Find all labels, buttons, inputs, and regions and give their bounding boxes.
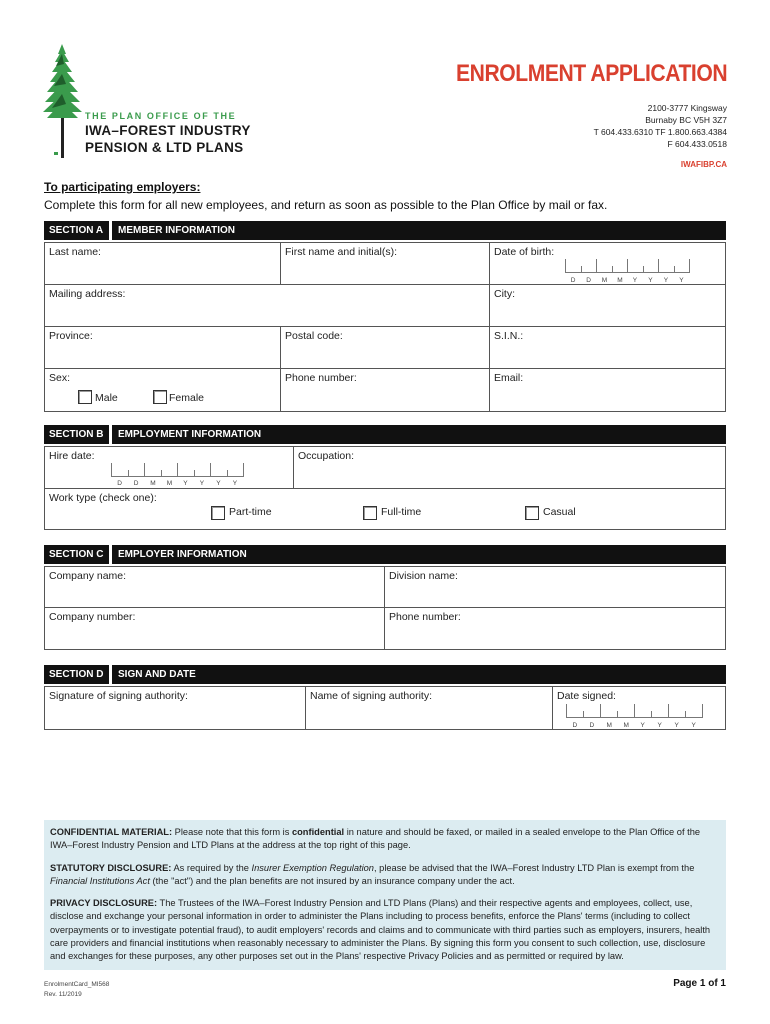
date-signed-label: Date signed: [557,690,616,702]
employer-phone-label: Phone number: [389,611,461,623]
company-name-field[interactable] [44,566,385,608]
date-letter: Y [640,722,645,729]
org-name-line1: IWA–FOREST INDUSTRY [85,123,251,138]
phone-label: Phone number: [285,372,357,384]
casual-label: Casual [543,506,576,518]
tree-logo-icon [42,44,86,160]
statutory-disclosure: STATUTORY DISCLOSURE: As required by the Insurer Exemption Regulation, please be advised that the IWA–Forest Industry LTD Plan is exempt from the Financial Institutions Act (the "act") and the plan benefits are not insured by an insurance company under the act. [50,863,695,887]
page-title: ENROLMENT APPLICATION [455,60,727,87]
casual-checkbox[interactable] [525,506,539,520]
last-name-label: Last name: [49,246,101,258]
postal-code-field[interactable] [280,326,490,369]
mailing-label: Mailing address: [49,288,126,300]
email-field[interactable] [489,368,726,412]
intro-text: Complete this form for all new employees, and return as soon as possible to the Plan Office by mail or fax. [44,198,608,212]
city-field[interactable] [489,284,726,327]
division-name-label: Division name: [389,570,458,582]
sex-field [44,368,281,412]
date-grid [111,463,243,477]
province-label: Province: [49,330,93,342]
first-name-field[interactable] [280,242,490,285]
occupation-field[interactable] [293,446,726,489]
division-name-field[interactable] [384,566,726,608]
intro-heading: To participating employers: [44,180,201,194]
postal-label: Postal code: [285,330,343,342]
sin-label: S.I.N.: [494,330,524,342]
company-name-label: Company name: [49,570,127,582]
revision-date: Rev. 11/2019 [44,991,82,998]
date-grid [566,704,702,718]
dob-label: Date of birth: [494,246,555,258]
date-letter: M [150,480,156,487]
work-type-field [44,488,726,530]
part-time-label: Part-time [229,506,272,518]
org-name-line2: PENSION & LTD PLANS [85,140,244,155]
date-letter: Y [663,277,669,284]
work-type-label: Work type (check one): [49,492,157,504]
full-time-label: Full-time [381,506,422,518]
section-title: EMPLOYMENT INFORMATION [118,429,262,440]
website-link[interactable]: IWAFIBP.CA [680,160,727,169]
fax-line: F 604.433.0518 [667,139,727,149]
hire-date-field[interactable] [44,446,294,489]
date-letter: M [166,480,173,487]
disclosure-panel [44,820,726,970]
employer-phone-field[interactable] [384,607,726,650]
form-identifier [44,980,109,1000]
date-letter: M [606,722,612,729]
section-b-header [44,425,726,444]
signature-label: Signature of signing authority: [49,690,188,702]
date-letter: Y [232,480,238,487]
date-letter: Y [679,277,684,284]
date-letter: D [117,480,122,487]
date-letter: Y [632,277,638,284]
date-letter: M [601,277,608,284]
confidential-notice: CONFIDENTIAL MATERIAL: Please note that this form is confidential in nature and should be faxed, or mailed in a sealed envelope to the Plan Office of the IWA–Forest Industry Pension and LTD Plans at the address at the top right of this page. [50,827,701,851]
date-letter: D [572,722,578,729]
section-d-header [44,665,726,684]
date-letter: D [133,480,139,487]
section-label: SECTION A [49,225,104,236]
sin-field[interactable] [489,326,726,369]
company-number-label: Company number: [49,611,136,623]
privacy-disclosure: PRIVACY DISCLOSURE: The Trustees of the IWA–Forest Industry Pension and LTD Plans (Plans) and their respective agents and employees, collect, use, disclose and exchange your personal information in order to administer the Plans including to process benefits, enforce the Plans' terms (including to collect overpayments or to investigate potential fraud), to audit employers' records and claims and to communicate with third parties such as employers, insurers, health care providers and financial institutions when reasonably necessary to administer the Plans. By signing this form you consent to such collection, use, disclosure and exchanges for these purposes, any other purposes set out in the Plans' respective Privacy Policies and as permitted or required by law. [50,898,711,962]
province-field[interactable] [44,326,281,369]
date-letter: D [586,277,591,284]
first-name-label: First name and initial(s): [285,246,398,258]
section-label: SECTION D [49,669,104,680]
section-label: SECTION C [49,549,104,560]
date-letter: Y [199,480,205,487]
date-letter: D [570,277,576,284]
date-letter: D [589,722,595,729]
date-letter: Y [216,480,221,487]
date-of-birth-field[interactable] [489,242,726,285]
address-line: 2100-3777 Kingsway [647,103,727,113]
male-checkbox[interactable] [78,390,92,404]
date-letter: Y [648,277,653,284]
section-c-header [44,545,726,564]
phone-line: T 604.433.6310 TF 1.800.663.4384 [593,127,727,137]
signing-authority-name-field[interactable] [305,686,553,730]
date-letter: M [617,277,623,284]
company-number-field[interactable] [44,607,385,650]
last-name-field[interactable] [44,242,281,285]
section-title: MEMBER INFORMATION [118,225,236,236]
section-a-header [44,221,726,240]
date-letter: M [623,722,629,729]
male-label: Male [95,392,118,404]
date-signed-field[interactable] [552,686,726,730]
section-title: EMPLOYER INFORMATION [118,549,247,560]
section-label: SECTION B [49,429,104,440]
part-time-checkbox[interactable] [211,506,225,520]
date-letter: Y [657,722,662,729]
female-label: Female [169,392,205,404]
signature-field[interactable] [44,686,306,730]
date-letter: Y [691,722,696,729]
org-prefix: THE PLAN OFFICE OF THE [85,111,237,121]
page-number: Page 1 of 1 [673,978,726,989]
date-letter: Y [183,480,188,487]
section-title: SIGN AND DATE [118,669,196,680]
date-grid [565,259,689,273]
mailing-address-field[interactable] [44,284,490,327]
hire-date-label: Hire date: [49,450,95,462]
date-letter: Y [674,722,679,729]
phone-number-field[interactable] [280,368,490,412]
sex-label: Sex: [49,372,71,384]
occupation-label: Occupation: [298,450,355,462]
city-label: City: [494,288,515,300]
address-line: Burnaby BC V5H 3Z7 [645,115,727,125]
signing-name-label: Name of signing authority: [310,690,432,702]
full-time-checkbox[interactable] [363,506,377,520]
female-checkbox[interactable] [153,390,167,404]
email-label: Email: [494,372,524,384]
form-id: EnrolmentCard_MI568 [44,981,110,988]
